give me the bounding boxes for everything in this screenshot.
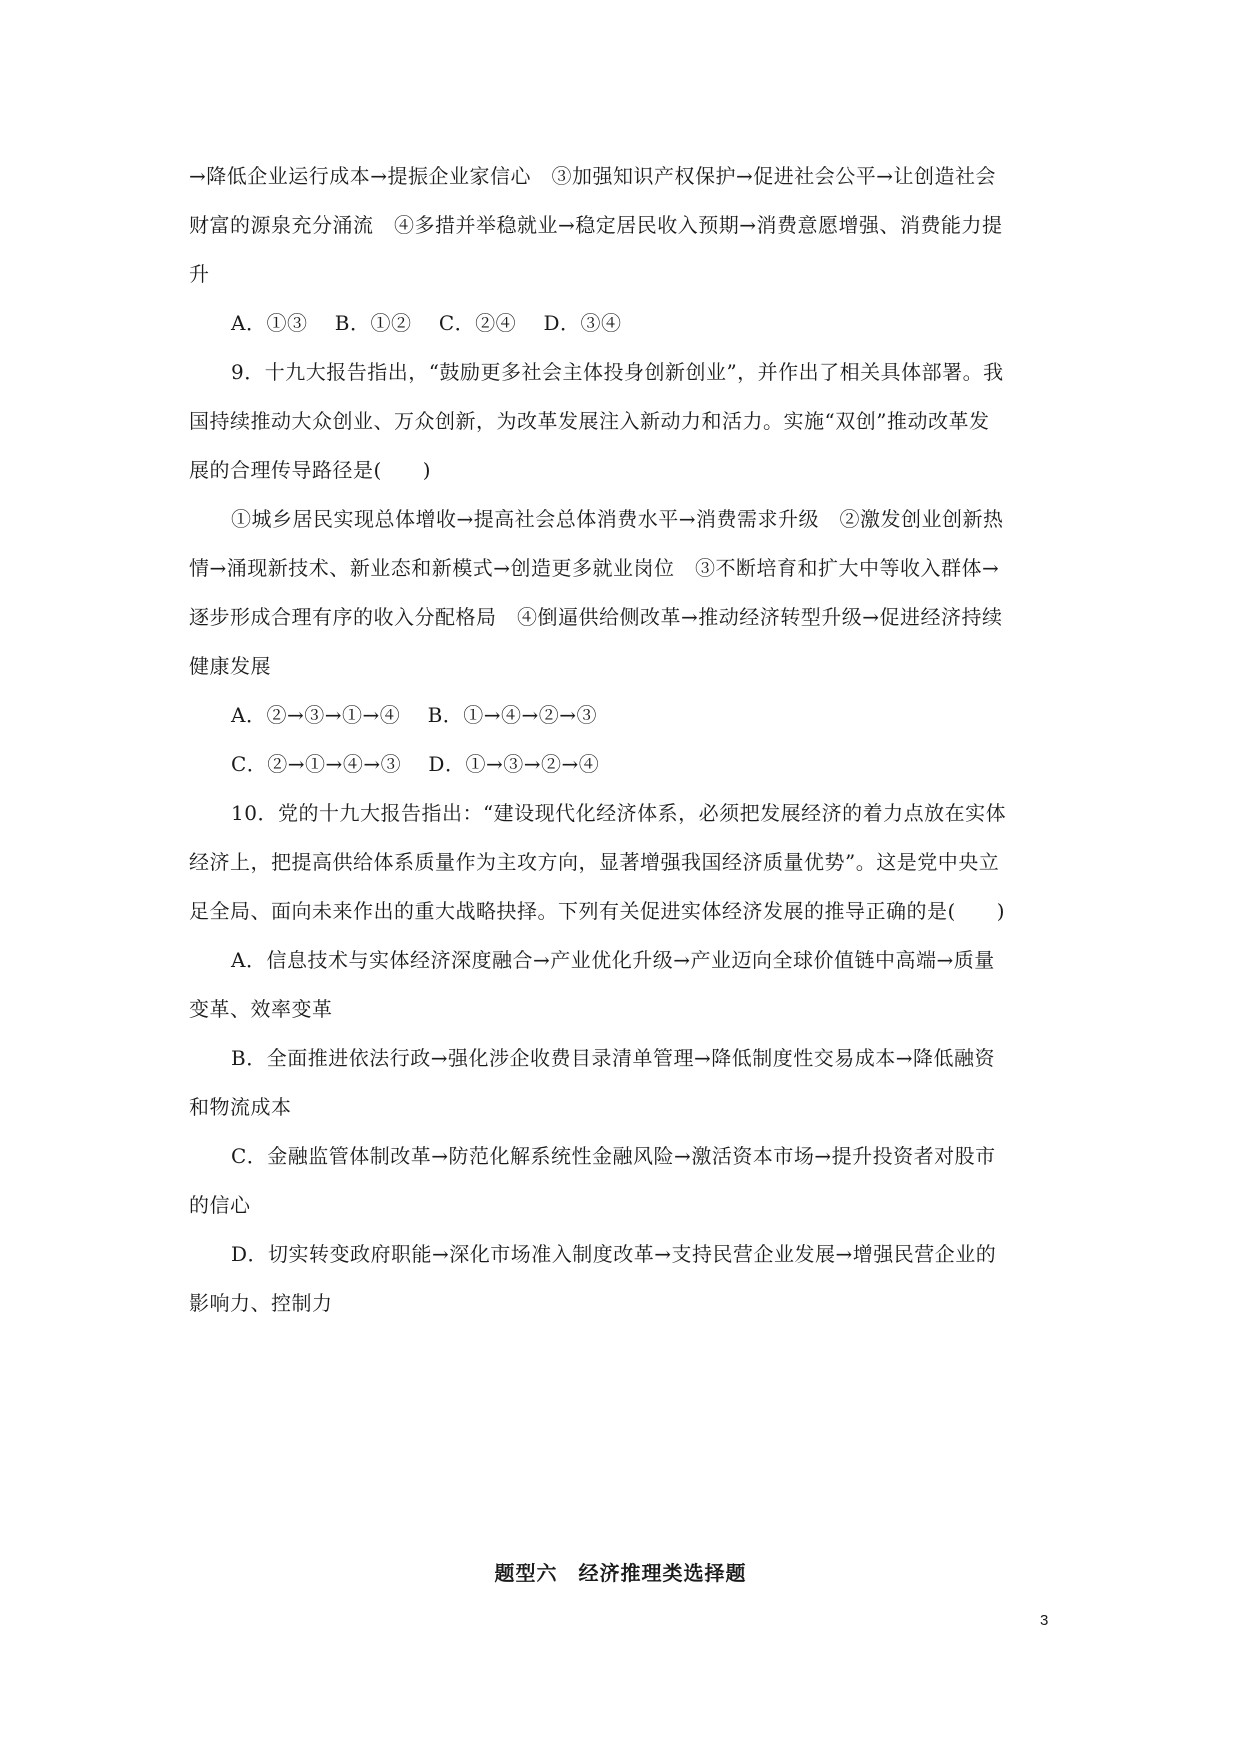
q10-option-c-line-2: 的信心	[189, 1193, 251, 1217]
q9-stem-line-2: 国持续推动大众创业、万众创新，为改革发展注入新动力和活力。实施“双创”推动改革发	[189, 409, 990, 433]
q8-text-line-3: 升	[189, 262, 210, 286]
q9-items-line-4: 健康发展	[189, 654, 271, 678]
page-number: 3	[1040, 1612, 1049, 1629]
section-title: 题型六 经济推理类选择题	[494, 1561, 747, 1585]
q10-stem-line-1: 10．党的十九大报告指出：“建设现代化经济体系，必须把发展经济的着力点放在实体	[231, 801, 1007, 825]
q9-stem-line-1: 9．十九大报告指出，“鼓励更多社会主体投身创新创业”，并作出了相关具体部署。我	[231, 360, 1004, 384]
q9-options-row-2: C．②→①→④→③ D．①→③→②→④	[231, 752, 600, 776]
q10-option-a-line-2: 变革、效率变革	[189, 997, 333, 1021]
q9-items-line-2: 情→涌现新技术、新业态和新模式→创造更多就业岗位 ③不断培育和扩大中等收入群体→	[189, 556, 1000, 580]
q9-stem-line-3: 展的合理传导路径是( )	[189, 458, 432, 482]
document-body	[189, 152, 1055, 1328]
q9-items-line-1: ①城乡居民实现总体增收→提高社会总体消费水平→消费需求升级 ②激发创业创新热	[231, 507, 1004, 531]
q10-option-b-line-2: 和物流成本	[189, 1095, 292, 1119]
q9-items-line-3: 逐步形成合理有序的收入分配格局 ④倒逼供给侧改革→推动经济转型升级→促进经济持续	[189, 605, 1003, 629]
q10-option-c-line-1: C．金融监管体制改革→防范化解系统性金融风险→激活资本市场→提升投资者对股市	[231, 1144, 996, 1168]
q10-stem-line-2: 经济上，把提高供给体系质量作为主攻方向，显著增强我国经济质量优势”。这是党中央立	[189, 850, 1000, 874]
q10-option-b-line-1: B．全面推进依法行政→强化涉企收费目录清单管理→降低制度性交易成本→降低融资	[231, 1046, 995, 1070]
q9-options-row-1: A．②→③→①→④ B．①→④→②→③	[231, 703, 598, 727]
q8-text-line-1: →降低企业运行成本→提振企业家信心 ③加强知识产权保护→促进社会公平→让创造社会	[189, 164, 997, 188]
q10-option-d-line-2: 影响力、控制力	[189, 1291, 333, 1315]
q10-stem-line-3: 足全局、面向未来作出的重大战略抉择。下列有关促进实体经济发展的推导正确的是( )	[189, 899, 1006, 923]
q10-option-a-line-1: A．信息技术与实体经济深度融合→产业优化升级→产业迈向全球价值链中高端→质量	[231, 948, 995, 972]
q8-text-line-2: 财富的源泉充分涌流 ④多措并举稳就业→稳定居民收入预期→消费意愿增强、消费能力提	[189, 213, 1003, 237]
q8-options: A．①③ B．①② C．②④ D．③④	[231, 311, 622, 335]
q10-option-d-line-1: D．切实转变政府职能→深化市场准入制度改革→支持民营企业发展→增强民营企业的	[231, 1242, 997, 1266]
